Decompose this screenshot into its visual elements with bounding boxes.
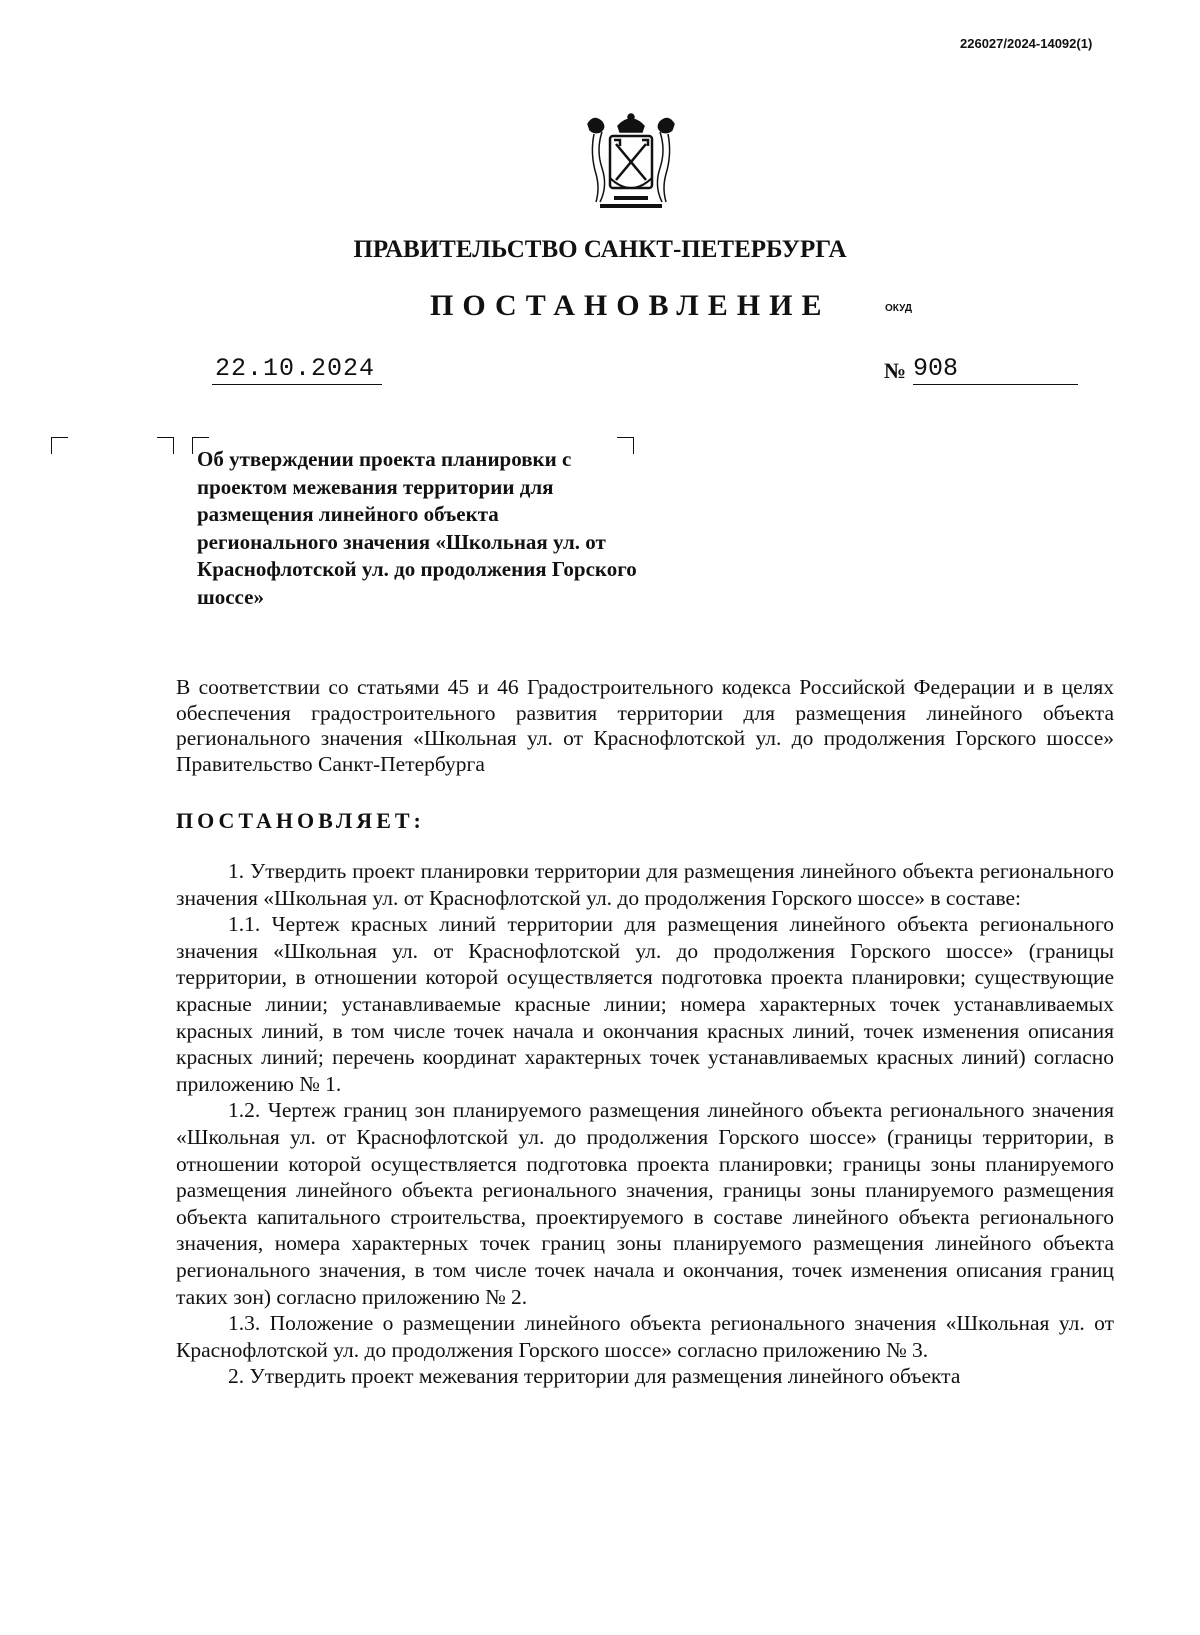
document-registration-number: 226027/2024-14092(1) [960, 36, 1093, 51]
organization-name: ПРАВИТЕЛЬСТВО САНКТ-ПЕТЕРБУРГА [353, 236, 847, 263]
preamble-paragraph: В соответствии со статьями 45 и 46 Градостроительного кодекса Российской Федерации и в целях обеспечения градостроительного развития территории для размещения линейного объекта регионального значения «Школьная ул. от Краснофлотской ул. до продолжения Горского шоссе» Правительство Санкт-Петербурга [176, 675, 1114, 776]
okud-label: ОКУД [885, 303, 912, 314]
decree-word: ПОСТАНОВЛЯЕТ: [176, 808, 425, 833]
paragraph-1-1: 1.1. Чертеж красных линий территории для размещения линейного объекта регионального значения «Школьная ул. от Краснофлотской ул. до продолжения Горского шоссе» (границы территории, в отношении которой осуществляется подготовка проекта планировки; существующие красные линии; устанавливаемые красные линии; номера характерных точек устанавливаемых красных линий, в том числе точек начала и окончания красных линий, точек изменения описания красных линий; перечень координат характерных точек устанавливаемых красных линий) согласно приложению № 1. [176, 912, 1114, 1096]
document-number: 908 [913, 354, 959, 383]
document-type-title: ПОСТАНОВЛЕНИЕ [430, 289, 831, 322]
number-underline [913, 384, 1078, 385]
saint-petersburg-coat-of-arms-icon [580, 112, 682, 212]
paragraph-2: 2. Утвердить проект межевания территории для размещения линейного объекта [228, 1364, 961, 1389]
decree-subject: Об утверждении проекта планировки с проектом межевания территории для размещения линейного объекта регионального значения «Школьная ул. от Краснофлотской ул. до продолжения Горского шоссе» [197, 447, 637, 609]
document-date: 22.10.2024 [215, 354, 376, 383]
paragraph-1-3: 1.3. Положение о размещении линейного объекта регионального значения «Школьная ул. от Краснофлотской ул. до продолжения Горского шоссе» согласно приложению № 3. [176, 1311, 1114, 1362]
paragraph-1: 1. Утвердить проект планировки территории для размещения линейного объекта регионального значения «Школьная ул. от Краснофлотской ул. до продолжения Горского шоссе» в составе: [176, 859, 1114, 910]
margin-corner-mark [157, 437, 174, 454]
number-label: № [884, 358, 907, 383]
date-underline [212, 384, 382, 385]
paragraph-1-2: 1.2. Чертеж границ зон планируемого размещения линейного объекта регионального значения «Школьная ул. от Краснофлотской ул. до продолжения Горского шоссе» (границы территории, в отношении которой осуществляется подготовка проекта планировки; границы зоны планируемого размещения линейного объекта регионального значения, границы зоны планируемого размещения объекта капитального строительства, проектируемого в составе линейного объекта регионального значения, номера характерных точек границ зоны планируемого размещения линейного объекта регионального значения, в том числе точек начала и окончания, точек изменения описания границ таких зон) согласно приложению № 2. [176, 1098, 1114, 1309]
decree-body [176, 858, 1114, 1390]
margin-corner-mark [51, 437, 68, 454]
